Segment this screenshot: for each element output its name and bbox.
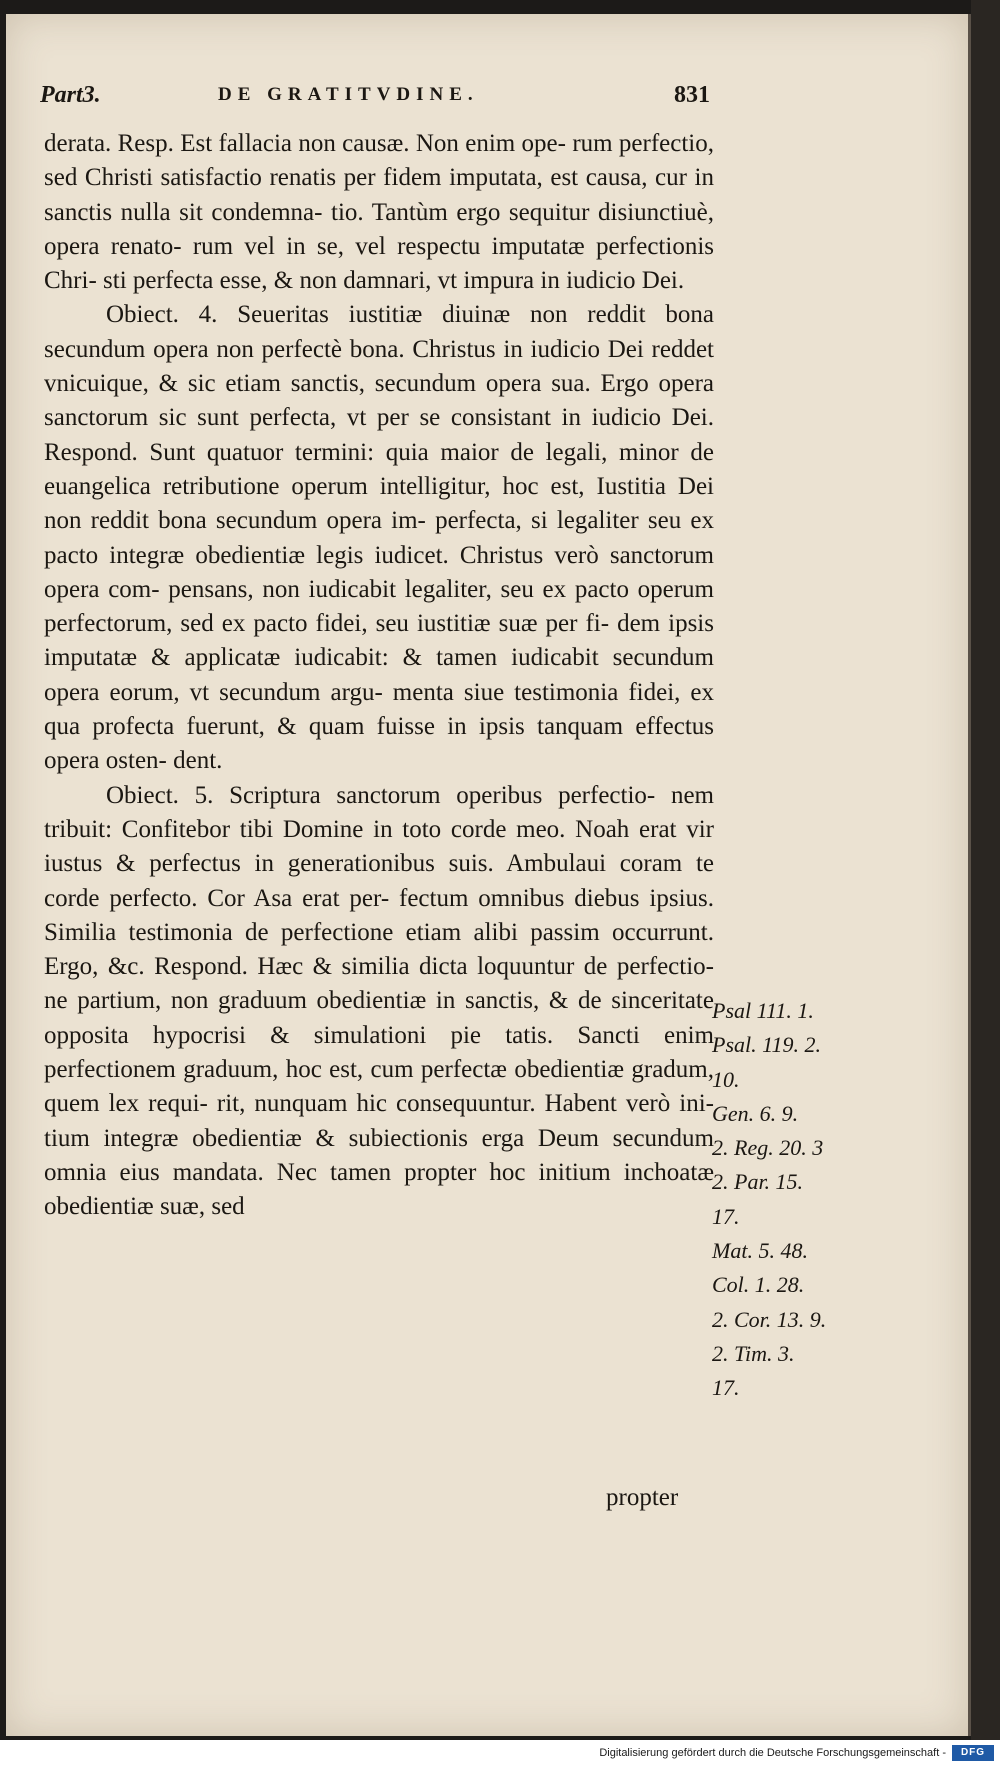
text-line: bona secundum opera non perfectè bona. Christus: [44, 301, 714, 363]
text-line: perfectorum, sed ex pacto fidei, seu iustitiæ suæ per fi-: [44, 610, 618, 638]
margin-note: Psal. 119. 2.: [712, 1032, 821, 1058]
margin-note: 2. Reg. 20. 3: [712, 1135, 824, 1161]
text-line: perfecta, vt per se consistant in iudicio Dei. Respond.: [44, 404, 714, 466]
text-line: de euangelica retributione operum intelligitur, hoc: [44, 438, 714, 500]
text-line: menta siue testimonia fidei, ex qua profecta fuerunt,: [44, 678, 714, 741]
text-line: Dei.: [641, 267, 685, 295]
margin-note: Psal 111. 1.: [712, 998, 814, 1023]
text-line: nem tribuit: Confitebor tibi Domine in toto corde meo.: [44, 781, 714, 843]
text-line: pensans, non iudicabit legaliter, seu ex pacto operum: [168, 575, 715, 603]
text-line: legis iudicet. Christus verò sanctorum opera com-: [44, 541, 714, 603]
text-line: Obiect. 4. Seueritas iustitiæ diuinæ non reddit: [106, 301, 666, 329]
paragraph-objection-4: [44, 298, 714, 778]
text-line: cum perfectæ obedientiæ gradum, quem lex requi-: [44, 1056, 714, 1118]
text-line: de sinceritate opposita hypocrisi & simulationi pie: [44, 987, 714, 1049]
text-line: secundum opera sua. Ergo opera sanctorum sic sunt: [44, 370, 714, 432]
margin-note: 2. Tim. 3.: [712, 1340, 795, 1366]
text-line: ne partium, non graduum obedientiæ in sanctis, &: [44, 987, 579, 1015]
text-line: propter hoc initium inchoatæ obedientiæ suæ, sed: [44, 1158, 714, 1221]
text-line: rum perfectio, sed Christi satisfactio renatis per fidem: [44, 130, 714, 192]
text-line: Obiect. 5. Scriptura sanctorum operibus perfectio-: [106, 781, 671, 809]
paragraph-objection-5: [44, 779, 714, 1225]
text-line: fectum omnibus diebus ipsius. Similia testimonia de: [44, 884, 714, 946]
text-line: Sunt quatuor termini: quia maior de legali, minor: [149, 438, 691, 466]
text-line: perfecta, si legaliter seu ex pacto integræ obedientiæ: [44, 507, 714, 569]
text-line: sti perfecta esse, & non damnari, vt impura in iudicio: [103, 267, 642, 295]
text-line: tatis. Sancti enim perfectionem graduum, hoc est,: [44, 1021, 714, 1084]
catchword: propter: [606, 1484, 679, 1511]
footer-credit: Digitalisierung gefördert durch die Deutsche Forschungsgemeinschaft -: [599, 1747, 946, 1759]
text-line: est, Iustitia Dei non reddit bona secundum opera im-: [44, 472, 714, 535]
text-line: Noah erat vir iustus & perfectus in generationibus suis.: [44, 815, 714, 878]
running-header: [40, 82, 710, 112]
scan-edge: [971, 0, 1000, 1740]
margin-note: 2. Par. 15.: [712, 1169, 804, 1195]
text-line: tium integræ obedientiæ & subiectionis erga Deum: [44, 1124, 613, 1152]
text-line: in iudicio Dei reddet vnicuique, & sic etiam sanctis,: [44, 335, 714, 398]
paragraph-continuation: [44, 127, 714, 298]
text-line: Ambulaui coram te corde perfecto. Cor Asa erat per-: [44, 850, 714, 912]
margin-notes: [712, 994, 862, 1406]
text-line: iudicabit secundum opera eorum, vt secundum argu-: [44, 644, 714, 706]
header-title: DE GRATITVDINE.: [218, 84, 479, 105]
margin-note: 17.: [712, 1203, 740, 1229]
text-line: rit, nunquam hic consequuntur. Habent verò ini-: [216, 1090, 714, 1118]
margin-note: Col. 1. 28.: [712, 1272, 805, 1298]
dfg-logo: DFG: [952, 1745, 994, 1761]
margin-note: Mat. 5. 48.: [712, 1238, 808, 1264]
page-number: 831: [674, 82, 710, 108]
header-part: Part3.: [40, 82, 101, 108]
margin-note: Gen. 6. 9.: [712, 1100, 799, 1126]
text-line: perfectione etiam alibi passim occurrunt. Ergo, &c.: [44, 918, 715, 981]
text-line: Respond. Hæc & similia dicta loquuntur de perfectio-: [154, 953, 714, 981]
text-line: tio. Tantùm ergo sequitur disiunctiuè, opera renato-: [44, 198, 714, 260]
text-line: secundum omnia eius mandata. Nec tamen: [44, 1124, 714, 1186]
text-line: derata. Resp. Est fallacia non causæ. Non enim ope-: [44, 130, 573, 157]
text-line: & quam fuisse in ipsis tanquam effectus opera osten-: [44, 713, 714, 775]
margin-note: 17.: [712, 1375, 740, 1401]
main-text: [44, 127, 714, 1225]
margin-note: 10.: [712, 1066, 740, 1092]
text-line: dem ipsis imputatæ & applicatæ iudicabit: & tamen: [44, 610, 714, 672]
text-line: dent.: [173, 747, 223, 775]
text-line: rum vel in se, vel respectu imputatæ perfectionis Chri-: [44, 232, 714, 295]
text-line: imputata, est causa, cur in sanctis nulla sit condemna-: [44, 164, 714, 226]
margin-note: 2. Cor. 13. 9.: [712, 1306, 827, 1332]
